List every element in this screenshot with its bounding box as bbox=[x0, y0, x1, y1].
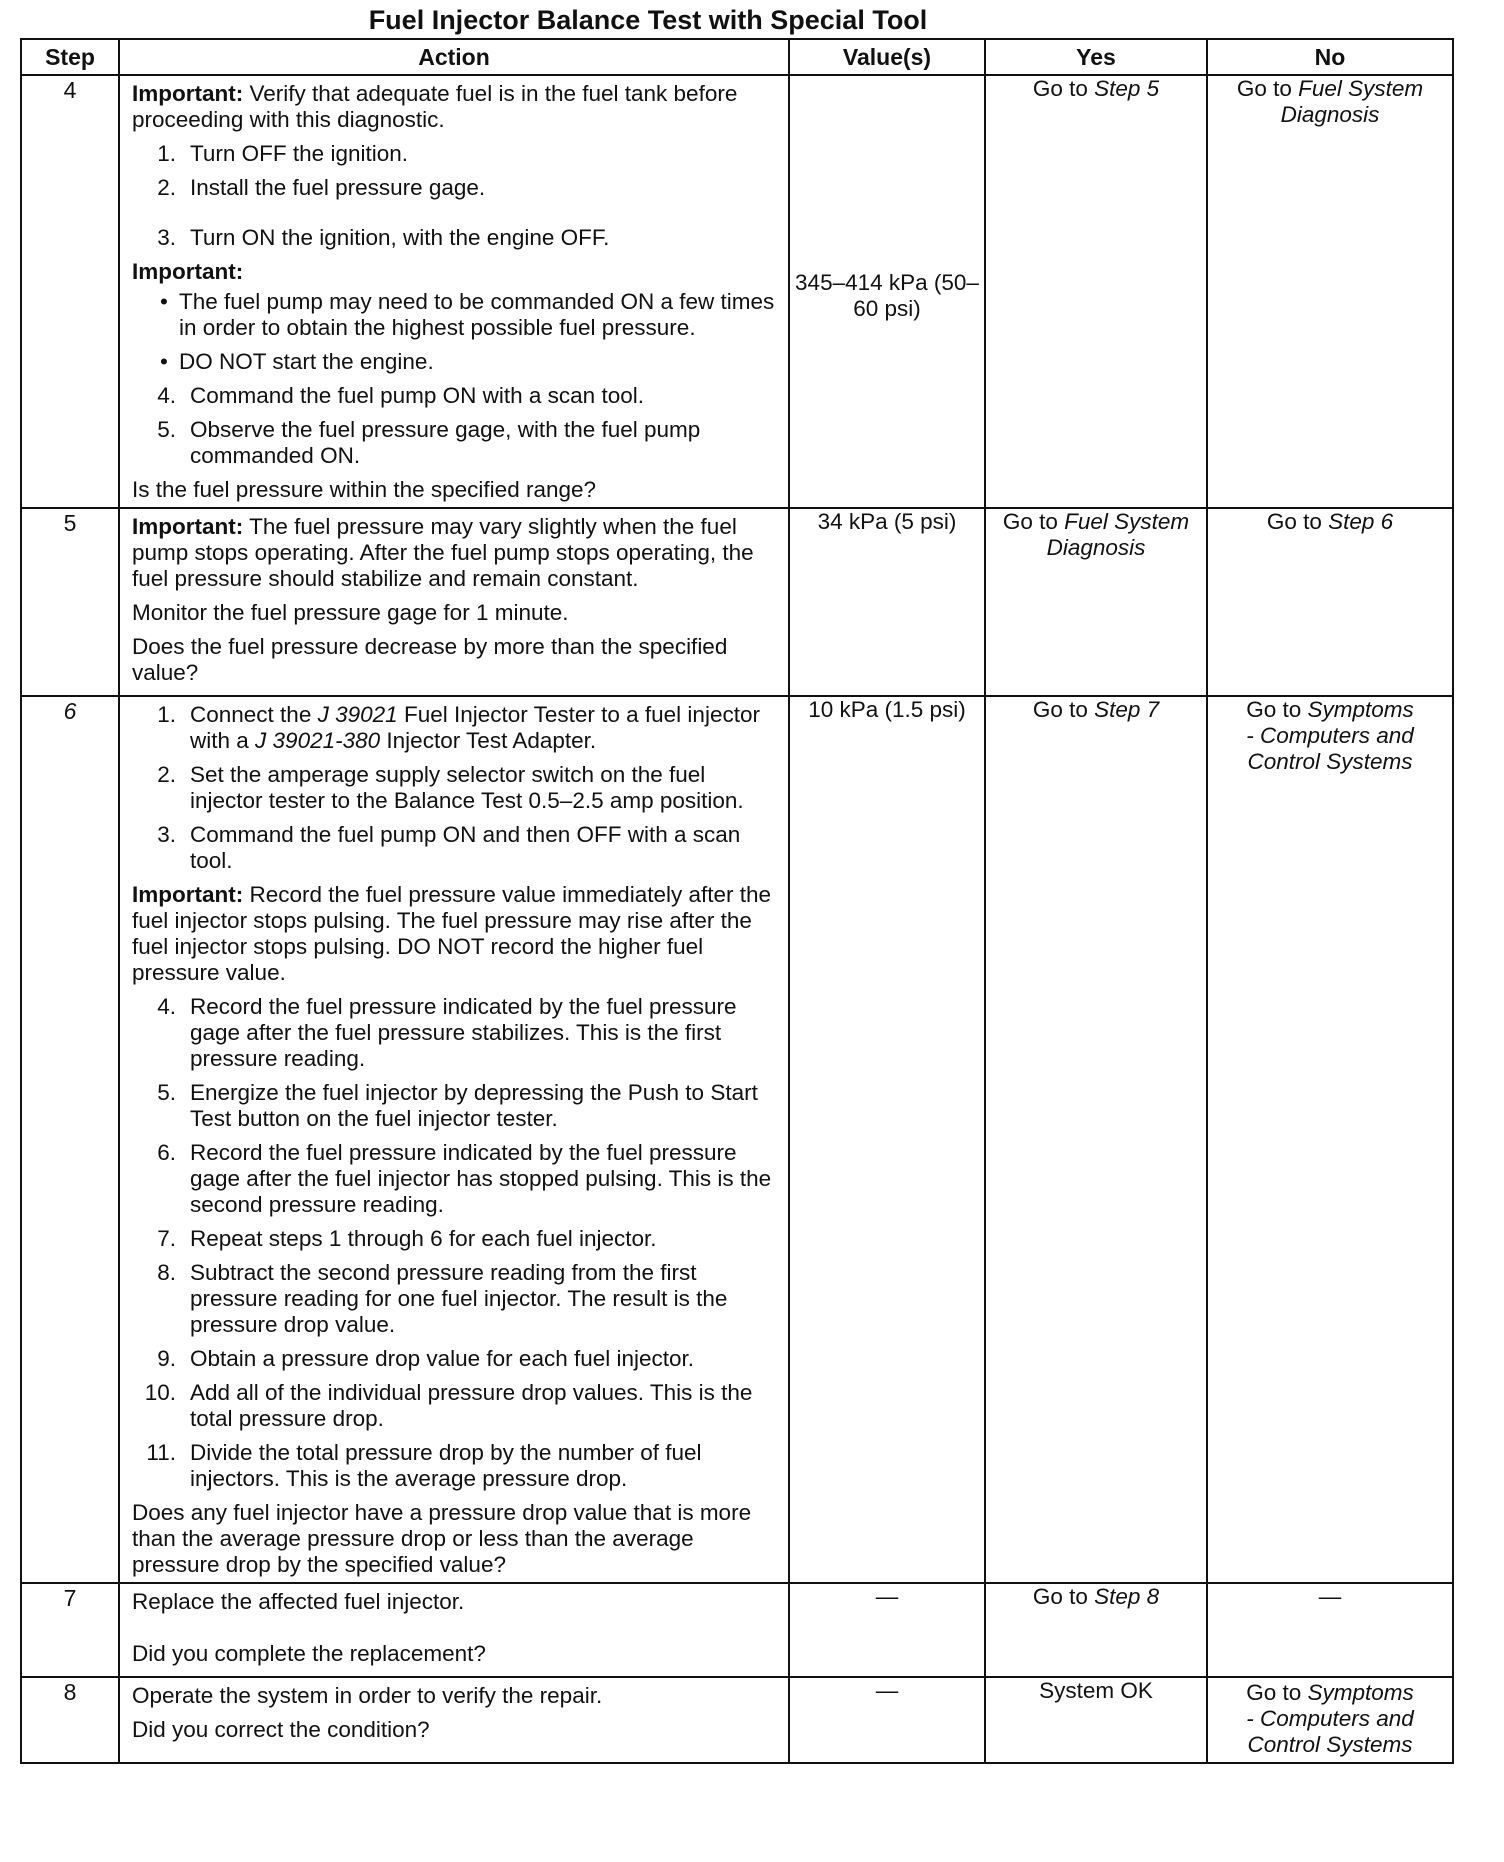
yes-link[interactable]: Step 8 bbox=[1094, 1584, 1160, 1609]
list-item: 6. Record the fuel pressure indicated by the fuel pressure gage after the fuel injector has stopped pulsing. This is the second pressure reading. bbox=[157, 1140, 772, 1217]
no-link-subtitle: - Computers and Control Systems bbox=[1246, 723, 1414, 774]
important-note: Important: The fuel pressure may vary slightly when the fuel pump stops operating. After the fuel pump stops operating, the fuel pressure should stabilize and remain constant. bbox=[132, 514, 754, 591]
header-no: No bbox=[1207, 39, 1453, 75]
list-item: 5. Observe the fuel pressure gage, with the fuel pump commanded ON. bbox=[157, 417, 701, 468]
no-cell: Go to Step 6 bbox=[1207, 508, 1453, 696]
yes-cell: Go to Step 8 bbox=[985, 1583, 1207, 1677]
step-number: 7 bbox=[21, 1583, 119, 1677]
list-item: 7. Repeat steps 1 through 6 for each fuel injector. bbox=[157, 1226, 657, 1251]
step-list bbox=[132, 702, 778, 874]
action-cell bbox=[119, 696, 789, 1583]
list-item: 1. Connect the J 39021 Fuel Injector Tester to a fuel injector with a J 39021-380 Injector Test Adapter. bbox=[157, 702, 760, 753]
yes-link[interactable]: Fuel System Diagnosis bbox=[1046, 509, 1190, 560]
yes-cell: Go to Step 7 bbox=[985, 696, 1207, 1583]
action-cell bbox=[119, 1583, 789, 1677]
question: Does any fuel injector have a pressure drop value that is more than the average pressure drop or less than the average pressure drop by the specified value? bbox=[132, 1500, 752, 1577]
list-item: 1. Turn OFF the ignition. bbox=[157, 141, 409, 166]
action-cell bbox=[119, 75, 789, 508]
list-item: 4. Record the fuel pressure indicated by the fuel pressure gage after the fuel pressure stabilizes. This is the first pressure reading. bbox=[157, 994, 737, 1071]
no-link[interactable]: Fuel System Diagnosis bbox=[1280, 76, 1424, 127]
no-cell: — bbox=[1207, 1583, 1453, 1677]
step-number: 4 bbox=[21, 75, 119, 508]
table-row bbox=[21, 1583, 1453, 1677]
value-cell: 34 kPa (5 psi) bbox=[789, 508, 985, 696]
value-text: 345–414 kPa (50–60 psi) bbox=[795, 270, 979, 321]
no-link[interactable]: Symptoms bbox=[1307, 697, 1414, 722]
action-cell bbox=[119, 1677, 789, 1763]
question: Did you complete the replacement? bbox=[132, 1641, 486, 1666]
list-item: 8. Subtract the second pressure reading from the first pressure reading for one fuel injector. The result is the pressure drop value. bbox=[157, 1260, 728, 1337]
value-cell: — bbox=[789, 1677, 985, 1763]
step-number: 8 bbox=[21, 1677, 119, 1763]
list-item: 3. Turn ON the ignition, with the engine OFF. bbox=[157, 225, 610, 250]
table-row bbox=[21, 508, 1453, 696]
yes-cell: System OK bbox=[985, 1677, 1207, 1763]
bullet-list bbox=[132, 289, 778, 375]
instruction: Monitor the fuel pressure gage for 1 minute. bbox=[132, 600, 569, 625]
no-cell: Go to Fuel System Diagnosis bbox=[1207, 75, 1453, 508]
list-item: 5. Energize the fuel injector by depressing the Push to Start Test button on the fuel injector tester. bbox=[157, 1080, 758, 1131]
no-link[interactable]: Symptoms bbox=[1307, 1680, 1414, 1705]
question: Is the fuel pressure within the specified range? bbox=[132, 477, 597, 502]
no-cell: Go to Symptoms - Computers and Control Systems bbox=[1207, 1677, 1453, 1763]
important-label: Important: bbox=[132, 882, 244, 907]
important-label: Important: bbox=[132, 259, 244, 284]
table-row bbox=[21, 696, 1453, 1583]
step-number: 6 bbox=[21, 696, 119, 1583]
header-values: Value(s) bbox=[789, 39, 985, 75]
value-cell: 10 kPa (1.5 psi) bbox=[789, 696, 985, 1583]
step-list bbox=[132, 383, 778, 469]
important-note: Important: Verify that adequate fuel is in the fuel tank before proceeding with this diagnostic. bbox=[132, 81, 738, 132]
yes-cell: Go to Step 5 bbox=[985, 75, 1207, 508]
list-item: 10. Add all of the individual pressure drop values. This is the total pressure drop. bbox=[144, 1380, 753, 1431]
step-list bbox=[132, 141, 778, 251]
list-item: 9. Obtain a pressure drop value for each fuel injector. bbox=[157, 1346, 695, 1371]
question: Did you correct the condition? bbox=[132, 1717, 430, 1742]
yes-link[interactable]: Step 7 bbox=[1094, 697, 1160, 722]
diagnostic-table bbox=[20, 38, 1454, 1764]
bullet-icon: • bbox=[160, 349, 168, 374]
yes-link[interactable]: Step 5 bbox=[1094, 76, 1160, 101]
value-cell: — bbox=[789, 1583, 985, 1677]
list-item: 11. Divide the total pressure drop by the number of fuel injectors. This is the average pressure drop. bbox=[146, 1440, 702, 1491]
tool-reference: J 39021 bbox=[317, 702, 398, 727]
list-item: • DO NOT start the engine. bbox=[160, 349, 434, 374]
list-item: 4. Command the fuel pump ON with a scan tool. bbox=[157, 383, 644, 408]
header-yes: Yes bbox=[985, 39, 1207, 75]
step-number: 5 bbox=[21, 508, 119, 696]
important-label: Important: bbox=[132, 514, 244, 539]
header-step: Step bbox=[21, 39, 119, 75]
list-item: 3. Command the fuel pump ON and then OFF with a scan tool. bbox=[157, 822, 741, 873]
list-item: • The fuel pump may need to be commanded ON a few times in order to obtain the highest possible fuel pressure. bbox=[160, 289, 775, 340]
page-title: Fuel Injector Balance Test with Special Tool bbox=[368, 5, 928, 35]
action-cell bbox=[119, 508, 789, 696]
bullet-icon: • bbox=[160, 289, 168, 314]
no-link-subtitle: - Computers and Control Systems bbox=[1246, 1706, 1414, 1757]
instruction: Operate the system in order to verify the repair. bbox=[132, 1683, 603, 1708]
yes-cell: Go to Fuel System Diagnosis bbox=[985, 508, 1207, 696]
no-link[interactable]: Step 6 bbox=[1328, 509, 1394, 534]
list-item: 2. Set the amperage supply selector switch on the fuel injector tester to the Balance Test 0.5–2.5 amp position. bbox=[157, 762, 744, 813]
step-list bbox=[132, 994, 778, 1492]
header-row bbox=[21, 39, 1453, 75]
value-cell bbox=[789, 75, 985, 508]
table-row bbox=[21, 75, 1453, 508]
adapter-reference: J 39021-380 bbox=[255, 728, 381, 753]
table-row bbox=[21, 1677, 1453, 1763]
important-note: Important: Record the fuel pressure value immediately after the fuel injector stops pulsing. The fuel pressure may rise after the fuel injector stops pulsing. DO NOT record the higher fuel pressure value. bbox=[132, 882, 772, 985]
list-item: 2. Install the fuel pressure gage. bbox=[157, 175, 486, 200]
question: Does the fuel pressure decrease by more than the specified value? bbox=[132, 634, 728, 685]
no-cell: Go to Symptoms - Computers and Control Systems bbox=[1207, 696, 1453, 1583]
important-label: Important: bbox=[132, 81, 244, 106]
instruction: Replace the affected fuel injector. bbox=[132, 1589, 465, 1614]
header-action: Action bbox=[119, 39, 789, 75]
